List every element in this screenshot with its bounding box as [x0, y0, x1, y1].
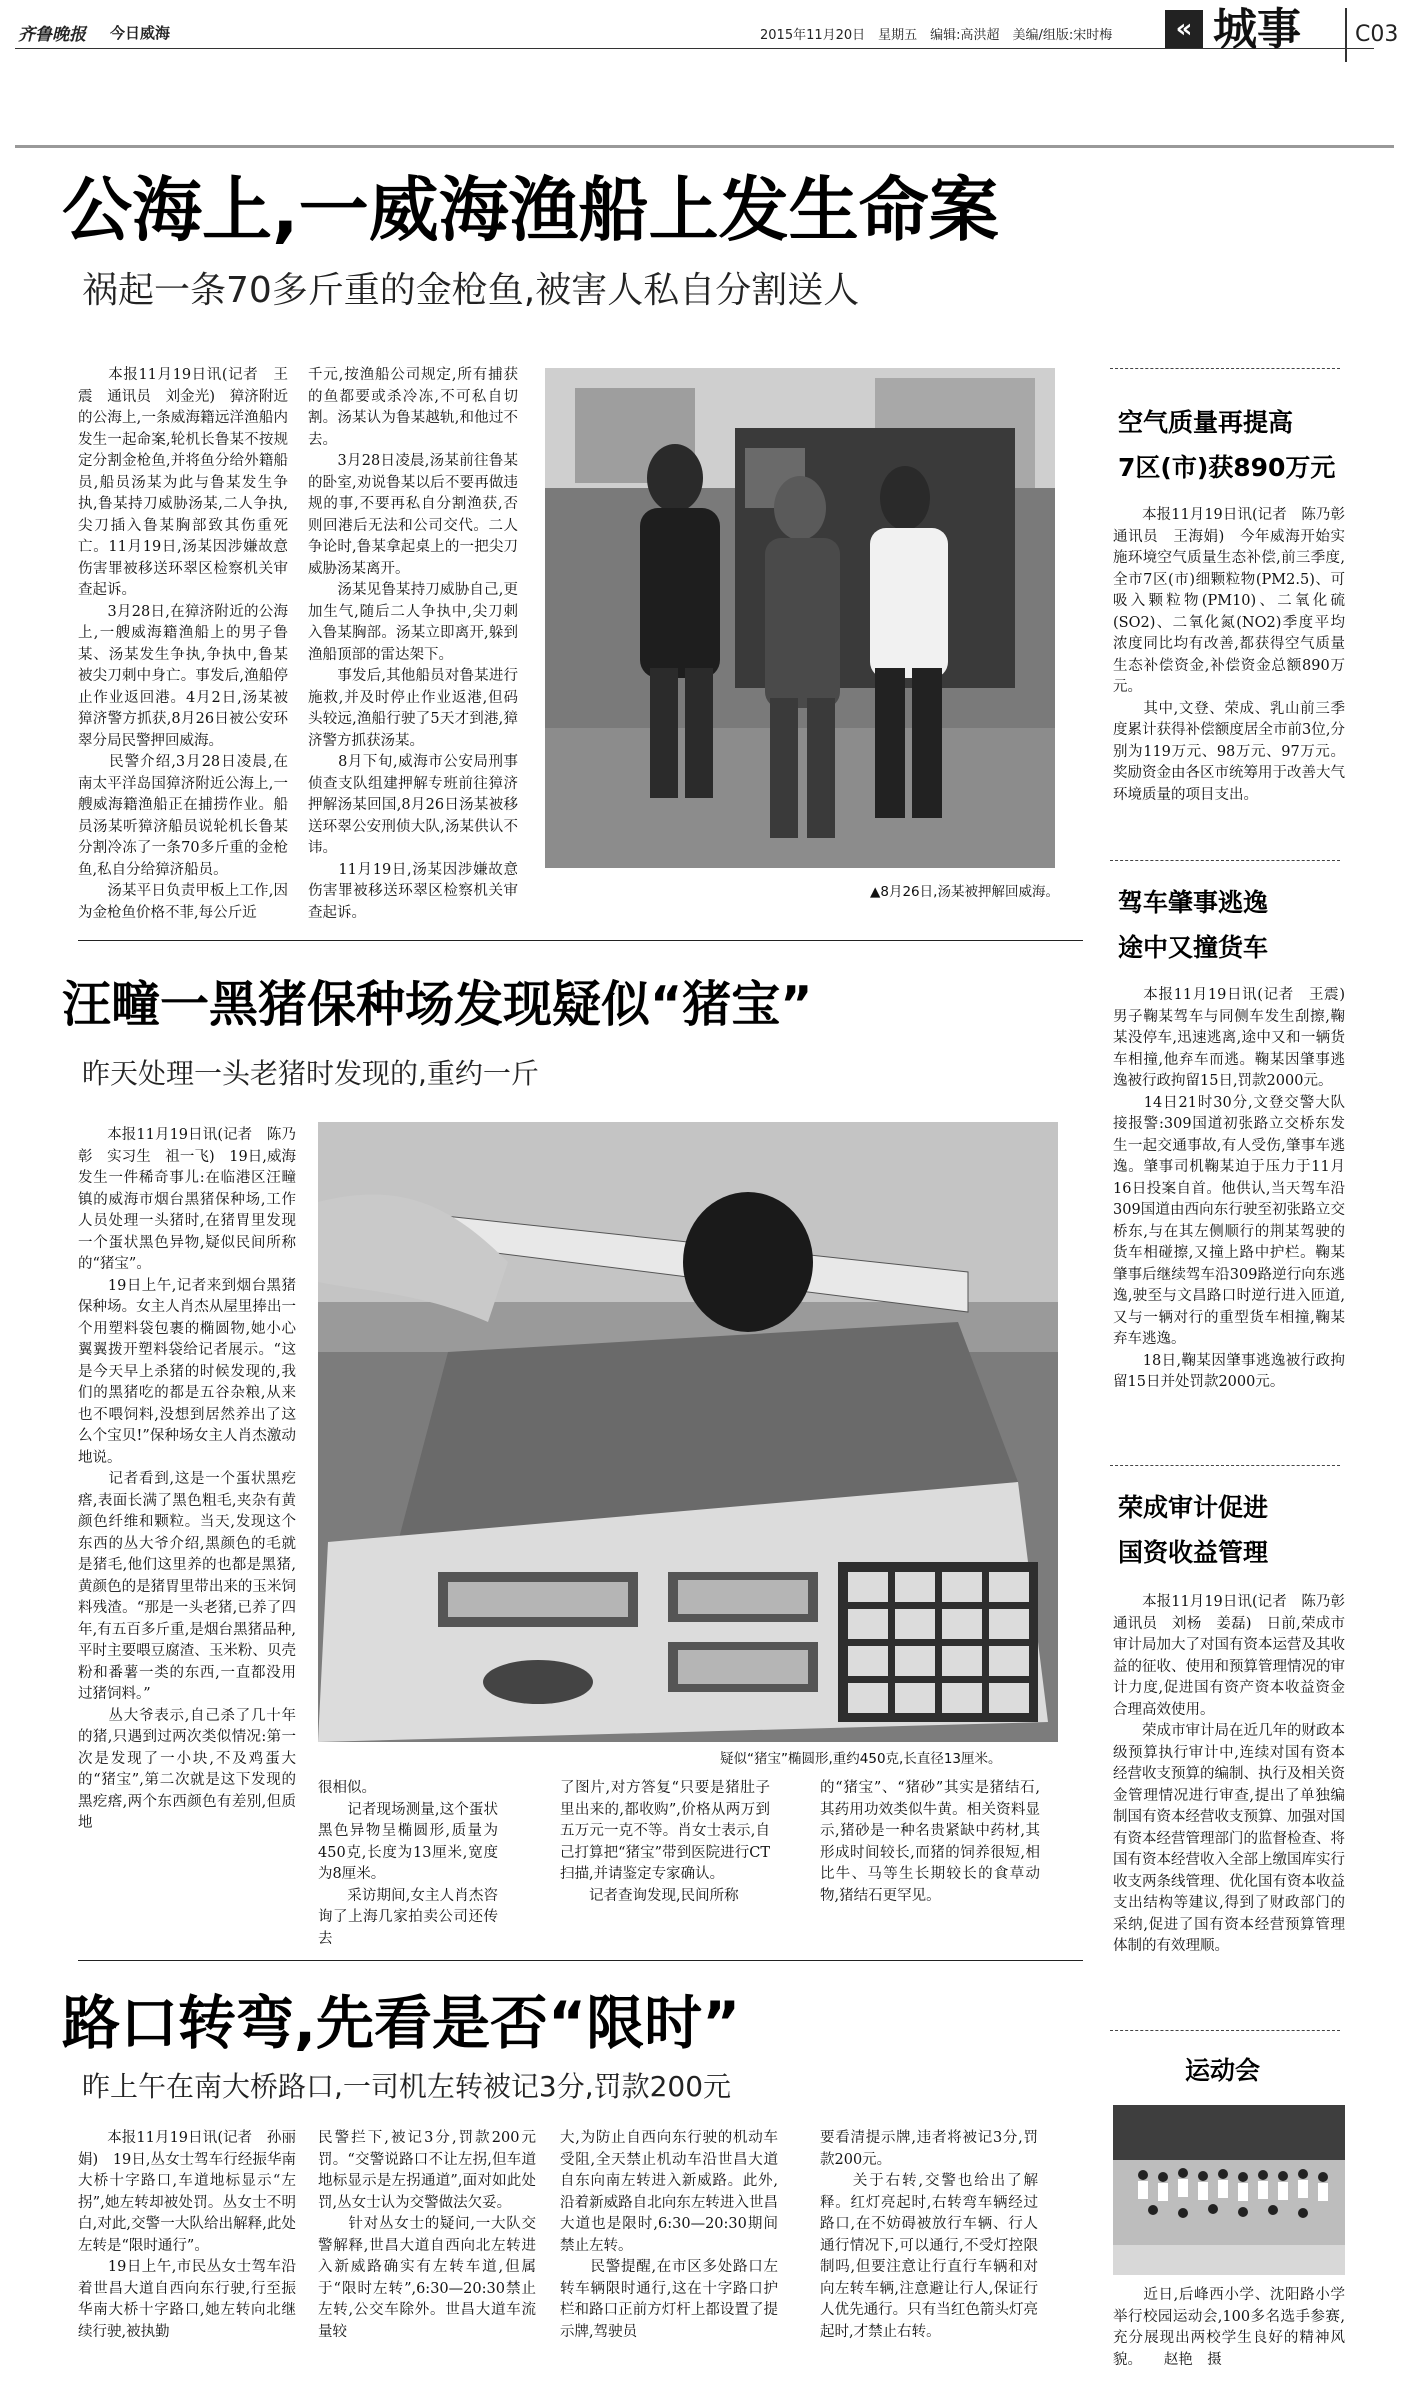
article2-column-3: 了图片,对方答复“只要是猪肚子里出来的,都收购”,价格从两万到五万元一克不等。肖女士表示,自己打算把“猪宝”带到医院进行CT扫描,并请鉴定专家确认。 记者查询发现,民间所称 — [560, 1780, 770, 1904]
article2-photo-caption: 疑似“猪宝”椭圆形,重约450克,长直径13厘米。 — [720, 1751, 1002, 1767]
article2-column-2: 很相似。 记者现场测量,这个蛋状黑色异物呈椭圆形,质量为450克,长度为13厘米,宽度为8厘米。 采访期间,女主人肖杰咨询了上海几家拍卖公司还传去 — [318, 1780, 498, 1947]
article2-column-1: 本报11月19日讯(记者 陈乃彰 实习生 祖一飞) 19日,威海发生一件稀奇事儿:在临港区汪疃镇的威海市烟台黑猪保种场,工作人员处理一头猪时,在猪胃里发现一个蛋状黑色异物,疑似民间所称的“猪宝”。 19日上午,记者来到烟台黑猪保种场。女主人肖杰从屋里捧出一个用塑料袋包裹的椭圆物,她小心翼翼拨开塑料袋给记者展示。“这是今天早上杀猪的时候发现的,我们的黑猪吃的都是五谷杂粮,从来也不喂饲料,没想到居然养出了这么个宝贝!”保种场女主人肖杰激动地说。 记者看到,这是一个蛋状黑疙瘩,表面长满了黑色粗毛,夹杂有黄颜色纤维和颗粒。当天,发现这个东西的丛大爷介绍,黑颜色的毛就是猪毛,他们这里养的也都是黑猪,黄颜色的是猪胃里带出来的玉米饲料残渣。“那是一头老猪,已养了四年,有五百多斤重,是烟台黑猪品种,平时主要喂豆腐渣、玉米粉、贝壳粉和番薯一类的东西,一直都没用过猪饲料。” 丛大爷表示,自己杀了几十年的猪,只遇到过两次类似情况:第一次是发现了一小块,不及鸡蛋大的“猪宝”,第二次就是这下发现的黑疙瘩,两个东西颜色有差别,但质地 — [78, 1127, 296, 1831]
top-separator — [15, 145, 1394, 148]
sidebar-story2-body: 本报11月19日讯(记者 王震) 男子鞠某驾车与同侧车发生刮擦,鞠某没停车,迅速逃离,途中又和一辆货车相撞,他弃车而逃。鞠某因肇事逃逸被行政拘留15日,罚款2000元。 14日21时30分,文登交警大队接报警:309国道初张路立交桥东发生一起交通事故,有人受伤,肇事车逃逸。肇事司机鞠某迫于压力于11月16日投案自首。他供认,当天驾车沿309国道由西向东行驶至初张路立交桥东,与在其左侧顺行的荆某驾驶的货车相碰擦,又撞上路中护栏。鞠某肇事后继续驾车沿309路逆行向东逃逸,驶至与文昌路口时逆行进入匝道,又与一辆对行的重型货车相撞,鞠某弃车逃逸。 18日,鞠某因肇事逃逸被行政拘留15日并处罚款2000元。 — [1113, 987, 1345, 1390]
article1-column-2: 千元,按渔船公司规定,所有捕获的鱼都要或杀冷冻,不可私自切割。汤某认为鲁某越轨,和他过不去。 3月28日凌晨,汤某前往鲁某的卧室,劝说鲁某以后不要再做违规的事,不要再私自分割渔获,否则回港后无法和公司交代。二人争论时,鲁某拿起桌上的一把尖刀威胁汤某离开。 汤某见鲁某持刀威胁自己,更加生气,随后二人争执中,尖刀刺入鲁某胸部。汤某立即离开,躲到渔船顶部的雷达架下。 事发后,其他船员对鲁某进行施救,并及时停止作业返港,但码头较远,渔船行驶了5天才到港,獐济警方抓获汤某。 8月下旬,威海市公安局刑事侦查支队组建押解专班前往獐济押解汤某回国,8月26日汤某被移送环翠公安刑侦大队,汤某供认不讳。 11月19日,汤某因涉嫌故意伤害罪被移送环翠区检察机关审查起诉。 — [308, 367, 518, 921]
sports-meet-image — [1113, 2105, 1345, 2275]
article1-column-1: 本报11月19日讯(记者 王震 通讯员 刘金光) 獐济附近的公海上,一条威海籍远洋渔船内发生一起命案,轮机长鲁某不按规定分割金枪鱼,并将鱼分给外籍船员,船员汤某为此与鲁某发生争执,鲁某持刀威胁汤某,二人争执,尖刀插入鲁某胸部致其伤重死亡。11月19日,汤某因涉嫌故意伤害罪被移送环翠区检察机关审查起诉。 3月28日,在獐济附近的公海上,一艘威海籍渔船上的男子鲁某、汤某发生争执,争执中,鲁某被尖刀刺中身亡。事发后,渔船停止作业返回港。4月2日,汤某被獐济警方抓获,8月26日被公安环翠分局民警押回威海。 民警介绍,3月28日凌晨,在南太平洋岛国獐济附近公海上,一艘威海籍渔船正在捕捞作业。船员汤某听獐济船员说轮机长鲁某分割冷冻了一条70多斤重的金枪鱼,私自分给獐济船员。 汤某平日负责甲板上工作,因为金枪鱼价格不菲,每公斤近 — [78, 367, 288, 921]
scale-photo-image — [318, 1122, 1058, 1742]
article2-photo — [318, 1122, 1058, 1742]
sidebar-story2-title-line1: 驾车肇事逃逸 — [1118, 888, 1269, 917]
header-rule — [15, 48, 1374, 49]
article1-headline: 公海上,一威海渔船上发生命案 — [62, 169, 999, 251]
sidebar-rule-2 — [1110, 1465, 1340, 1466]
divider-2 — [78, 1960, 1083, 1961]
sidebar-rule-3 — [1110, 2030, 1340, 2031]
arrest-photo-image — [545, 368, 1055, 868]
chevron-icon: « — [1165, 10, 1203, 48]
section-name: 今日威海 — [110, 24, 171, 42]
sidebar-story1-title-line2: 7区(市)获890万元 — [1118, 453, 1336, 482]
divider-1 — [78, 940, 1083, 941]
article2-subheadline: 昨天处理一头老猪时发现的,重约一斤 — [82, 1057, 539, 1090]
sidebar-story1-body: 本报11月19日讯(记者 陈乃彰 通讯员 王海娟) 今年威海开始实施环境空气质量生态补偿,前三季度,全市7区(市)细颗粒物(PM2.5)、可吸入颗粒物(PM10)、二氧化硫(SO2)、二氧化氮(NO2)季度平均浓度同比均有改善,都获得空气质量生态补偿资金,补偿资金总额890万元。 其中,文登、荣成、乳山前三季度累计获得补偿额度居全市前3位,分别为119万元、98万元、97万元。奖励资金由各区市统筹用于改善大气环境质量的项目支出。 — [1113, 507, 1345, 803]
article3-headline: 路口转弯,先看是否“限时” — [62, 1989, 741, 2057]
article1-photo-caption: ▲8月26日,汤某被押解回威海。 — [870, 884, 1059, 900]
article3-column-4: 要看清提示牌,违者将被记3分,罚款200元。 关于右转,交警也给出了解释。红灯亮起时,右转弯车辆经过路口,在不妨碍被放行车辆、行人通行情况下,可以通行,不受灯控限制吗,但要注意让行直行车辆和对向左转车辆,注意避让行人,保证行人优先通行。只有当红色箭头灯亮起时,才禁止右转。 — [820, 2130, 1038, 2340]
article3-column-3: 大,为防止自西向东行驶的机动车受阻,全天禁止机动车沿世昌大道自东向南左转进入新威路。此外,沿着新威路自北向东左转进入世昌大道也是限时,6:30—20:30期间禁止左转。 民警提醒,在市区多处路口左转车辆限时通行,这在十字路口护栏和路口正前方灯杆上都设置了提示牌,驾驶员 — [560, 2130, 778, 2340]
sidebar-story4-caption: 近日,后峰西小学、沈阳路小学举行校园运动会,100多名选手参赛,充分展现出两校学生良好的精神风貌。 赵艳 摄 — [1113, 2287, 1345, 2368]
article1-subheadline: 祸起一条70多斤重的金枪鱼,被害人私自分割送人 — [82, 270, 860, 311]
page-number: C03 — [1355, 22, 1399, 47]
sidebar-story3-body: 本报11月19日讯(记者 陈乃彰 通讯员 刘杨 姜磊) 日前,荣成市审计局加大了对国有资本运营及其收益的征收、使用和预算管理情况的审计力度,促进国有资产资本收益资金合理高效使用。 荣成市审计局在近几年的财政本级预算执行审计中,连续对国有资本经营收支预算的编制、执行及相关资金管理情况进行审查,提出了单独编制国有资本经营收支预算、加强对国有资本经营管理部门的监督检查、将国有资本经营收入全部上缴国库实行收支两条线管理、优化国有资本收益支出结构等建议,得到了财政部门的采纳,促进了国有资本经营预算管理体制的有效理顺。 — [1113, 1594, 1345, 1954]
sidebar-story2-title-line2: 途中又撞货车 — [1118, 933, 1269, 962]
sidebar-story3-title-line2: 国资收益管理 — [1118, 1538, 1269, 1567]
sidebar-story4-title: 运动会 — [1185, 2056, 1261, 2085]
article2-headline: 汪疃一黑猪保种场发现疑似“猪宝” — [62, 976, 813, 1033]
sidebar-story3-title-line1: 荣成审计促进 — [1118, 1493, 1269, 1522]
article3-column-2: 民警拦下,被记3分,罚款200元罚。“交警说路口不让左拐,但车道地标显示是左拐通道”,面对如此处罚,丛女士认为交警做法欠妥。 针对丛女士的疑问,一大队交警解释,世昌大道自西向北左转进入新威路确实有左转车道,但属于“限时左转”,6:30—20:30禁止左转,公交车除外。世昌大道车流量较 — [318, 2130, 536, 2340]
article2-column-4: 的“猪宝”、“猪砂”其实是猪结石,其药用功效类似牛黄。相关资料显示,猪砂是一种名贵紧缺中药材,其形成时间较长,而猪的饲养很短,相比牛、马等生长期较长的食草动物,猪结石更罕见。 — [820, 1780, 1040, 1904]
category-label: 城事 — [1213, 4, 1301, 55]
article3-subheadline: 昨上午在南大桥路口,一司机左转被记3分,罚款200元 — [82, 2070, 732, 2103]
date-editor-info: 2015年11月20日 星期五 编辑:高洪超 美编/组版:宋时梅 — [760, 28, 1113, 43]
header-divider — [1345, 8, 1347, 62]
sidebar-top-rule — [1110, 368, 1340, 369]
sports-meet-photo — [1113, 2105, 1345, 2275]
newspaper-brand: 齐鲁晚报 — [18, 25, 86, 45]
article3-column-1: 本报11月19日讯(记者 孙丽娟) 19日,丛女士驾车行经振华南大桥十字路口,车道地标显示“左拐”,她左转却被处罚。丛女士不明白,对此,交警一大队给出解释,此处左转是“限时通行”。 19日上午,市民丛女士驾车沿着世昌大道自西向东行驶,行至振华南大桥十字路口,她左转向北继续行驶,被执勤 — [78, 2130, 296, 2340]
article1-photo — [545, 368, 1055, 868]
sidebar-story1-title-line1: 空气质量再提高 — [1118, 408, 1294, 437]
sidebar-rule-1 — [1110, 860, 1340, 861]
